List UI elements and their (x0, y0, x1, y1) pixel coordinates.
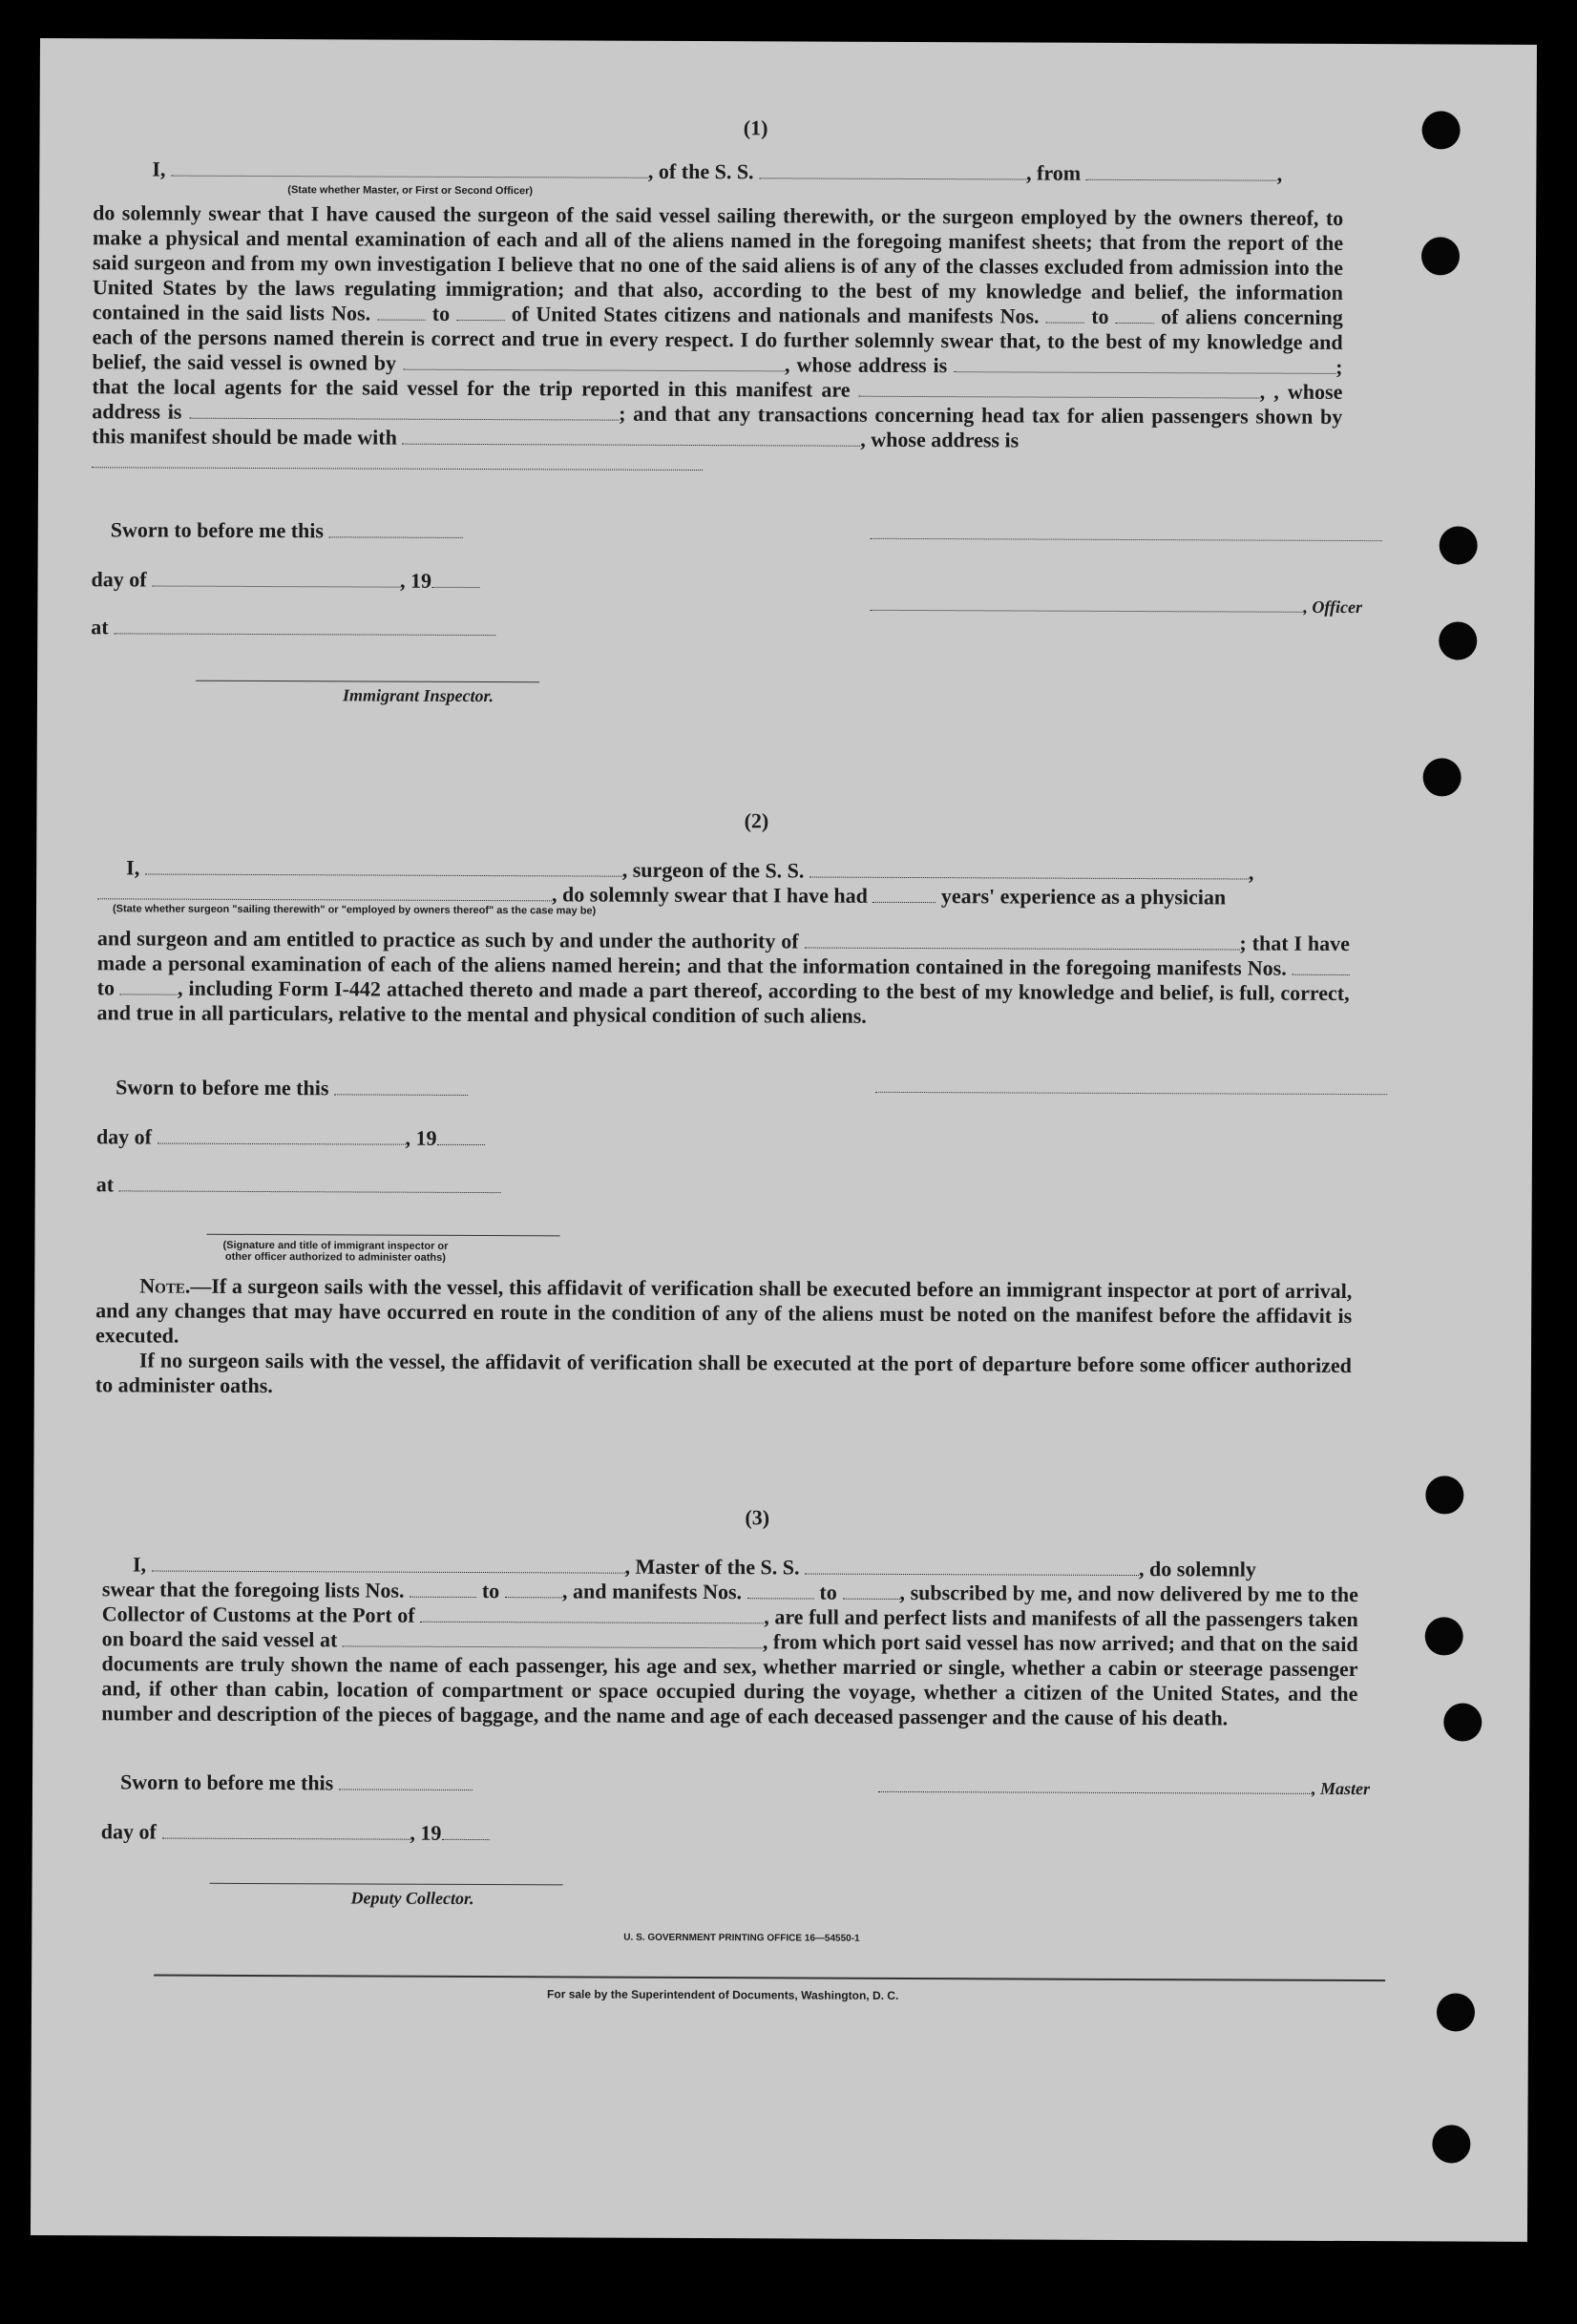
blank-field[interactable] (505, 1581, 562, 1598)
signature-line[interactable] (210, 1883, 563, 1886)
blank-field[interactable] (92, 451, 703, 471)
blank-field[interactable] (402, 429, 860, 447)
blank-field[interactable] (145, 858, 622, 876)
surgeon-note: (State whether surgeon "sailing therewith" or "employed by owners thereof" as the case may be) (112, 903, 597, 917)
blank-field[interactable] (339, 1773, 473, 1790)
binder-hole (1422, 111, 1461, 149)
blank-field[interactable] (804, 932, 1239, 951)
blank-field[interactable] (747, 1582, 814, 1599)
section-number: (2) (744, 808, 769, 833)
blank-field[interactable] (343, 1630, 763, 1648)
blank-field[interactable] (410, 1581, 476, 1598)
inspector-signature-label: (Signature and title of immigrant inspector or other officer authorized to administer oaths) (222, 1239, 449, 1264)
binder-hole (1425, 1617, 1463, 1655)
blank-field[interactable] (873, 887, 936, 903)
blank-field[interactable] (1116, 307, 1154, 324)
binder-hole (1443, 1703, 1482, 1741)
blank-field[interactable] (1293, 959, 1350, 975)
footer-rule (154, 1975, 1385, 1982)
blank-field[interactable] (878, 1776, 1312, 1794)
note-block: Note.—If a surgeon sails with the vessel, this affidavit of verification shall be executed before an immigrant inspector at port of arrival, and any changes that may have occurred en route in the condition of any of the aliens must be noted on the manifest before the affidavit is executed. If no surgeon sails with the vessel, the affidavit of verification shall be executed at the port of departure before some officer authorized to administer oaths. (95, 1273, 1353, 1398)
blank-field[interactable] (97, 883, 552, 901)
blank-field[interactable] (152, 1556, 625, 1574)
day-of-label: day of , 19 (91, 567, 479, 594)
sale-notice: For sale by the Superintendent of Documents, Washington, D. C. (547, 1987, 899, 2002)
blank-field[interactable] (403, 354, 785, 372)
blank-field[interactable] (437, 1129, 485, 1145)
blank-field[interactable] (377, 304, 425, 321)
binder-hole (1437, 1993, 1475, 2031)
binder-hole (1432, 2125, 1470, 2163)
officer-label: , Officer (870, 592, 1362, 618)
sworn-label: Sworn to before me this (120, 1769, 473, 1796)
at-label: at (96, 1172, 501, 1199)
immigrant-inspector-label: Immigrant Inspector. (342, 685, 494, 706)
blank-field[interactable] (842, 1583, 899, 1600)
signature-line[interactable] (875, 1092, 1387, 1095)
sworn-label: Sworn to before me this (116, 1075, 468, 1101)
day-of-label: day of , 19 (96, 1124, 485, 1151)
printing-office-line: U. S. GOVERNMENT PRINTING OFFICE 16—54550-1 (623, 1932, 860, 1944)
signature-line[interactable] (207, 1234, 560, 1237)
blank-field[interactable] (161, 1823, 410, 1840)
blank-field[interactable] (1086, 164, 1277, 181)
blank-field[interactable] (114, 618, 495, 636)
note-label: Note. (139, 1273, 191, 1298)
blank-field[interactable] (441, 1824, 489, 1840)
blank-field[interactable] (334, 1078, 468, 1096)
blank-field[interactable] (420, 1606, 764, 1624)
at-label: at (91, 615, 495, 641)
section-1-body: do solemnly swear that I have caused the surgeon of the said vessel sailing therewith, or the surgeon employed by the owners thereof, to make a physical and mental examination of each and all of the aliens named in the foregoing manifest sheets; that from the report of the said surgeon and from my own investigation I believe that no one of the said aliens is of any of the classes excluded from admission into the United States by the laws regulating immigration; and that also, according to the best of my knowledge and belief, the information contained in the said lists Nos. to of United States citizens and nationals and manifests Nos. to of aliens concerning each of the persons named therein is correct and true in every respect. I do further solemnly swear that, to the best of my knowledge and belief, the said vessel is owned by , whose address is ; that the local agents for the said vessel for the trip reported in this manifest are , , whose address is ; and that any transactions concerning head tax for alien passengers shown by this manifest should be made with , whose address is (92, 200, 1343, 479)
oath-line: I, , of the S. S. , from , (152, 157, 1283, 186)
master-label: , Master (878, 1773, 1370, 1800)
blank-field[interactable] (152, 571, 400, 588)
blank-field[interactable] (870, 595, 1303, 613)
binder-hole (1425, 1476, 1463, 1514)
blank-field[interactable] (120, 978, 178, 995)
blank-field[interactable] (328, 521, 462, 538)
blank-field[interactable] (171, 160, 648, 178)
signature-line[interactable] (871, 538, 1382, 541)
blank-field[interactable] (859, 381, 1260, 399)
blank-field[interactable] (759, 162, 1026, 179)
binder-hole (1440, 526, 1478, 564)
binder-hole (1439, 621, 1477, 660)
section-number: (1) (743, 115, 768, 140)
section-2-body: and surgeon and am entitled to practice as such by and under the authority of ; that I have made a personal examination of each of the aliens named herein; and that the information contained in the foregoing manifests Nos. to , including Form I-442 attached thereto and made a part thereof, according to the best of my knowledge and belief, is full, correct, and true in all particulars, relative to the mental and physical condition of such aliens. (96, 926, 1350, 1028)
blank-field[interactable] (805, 1559, 1139, 1577)
officer-note: (State whether Master, or First or Second Officer) (287, 184, 534, 198)
section-number: (3) (745, 1505, 770, 1530)
oath-line: I, , Master of the S. S. , do solemnly (132, 1552, 1256, 1581)
blank-field[interactable] (1046, 307, 1084, 324)
oath-line: I, , surgeon of the S. S. , (126, 855, 1254, 885)
blank-field[interactable] (431, 572, 479, 588)
day-of-label: day of , 19 (101, 1819, 490, 1846)
deputy-collector-label: Deputy Collector. (350, 1888, 474, 1909)
blank-field[interactable] (456, 304, 504, 321)
section-3-body: swear that the foregoing lists Nos. to , and manifests Nos. to , subscribed by me, and now delivered by me to the Collector of Customs at the Port of , are full and perfect lists and manifests of all the passengers taken on board the said vessel at , from which port said vessel has now arrived; and that on the said documents are truly shown the name of each passenger, his age and sex, whether married or single, whether a cabin or steerage passenger and, if other than cabin, location of compartment or space occupied during the voyage, whether a citizen of the United States, and the number and description of the pieces of baggage, and the name and age of each deceased passenger and the cause of his death. (101, 1577, 1359, 1730)
binder-hole (1421, 237, 1460, 275)
form-page (31, 38, 1537, 2242)
binder-hole (1423, 758, 1461, 796)
experience-line: , do solemnly swear that I have had years' experience as a physician (97, 880, 1226, 910)
blank-field[interactable] (810, 862, 1249, 880)
signature-line[interactable] (196, 680, 539, 683)
blank-field[interactable] (119, 1175, 501, 1193)
sworn-label: Sworn to before me this (111, 517, 463, 544)
blank-field[interactable] (954, 356, 1335, 374)
blank-field[interactable] (189, 403, 619, 421)
blank-field[interactable] (158, 1128, 406, 1145)
